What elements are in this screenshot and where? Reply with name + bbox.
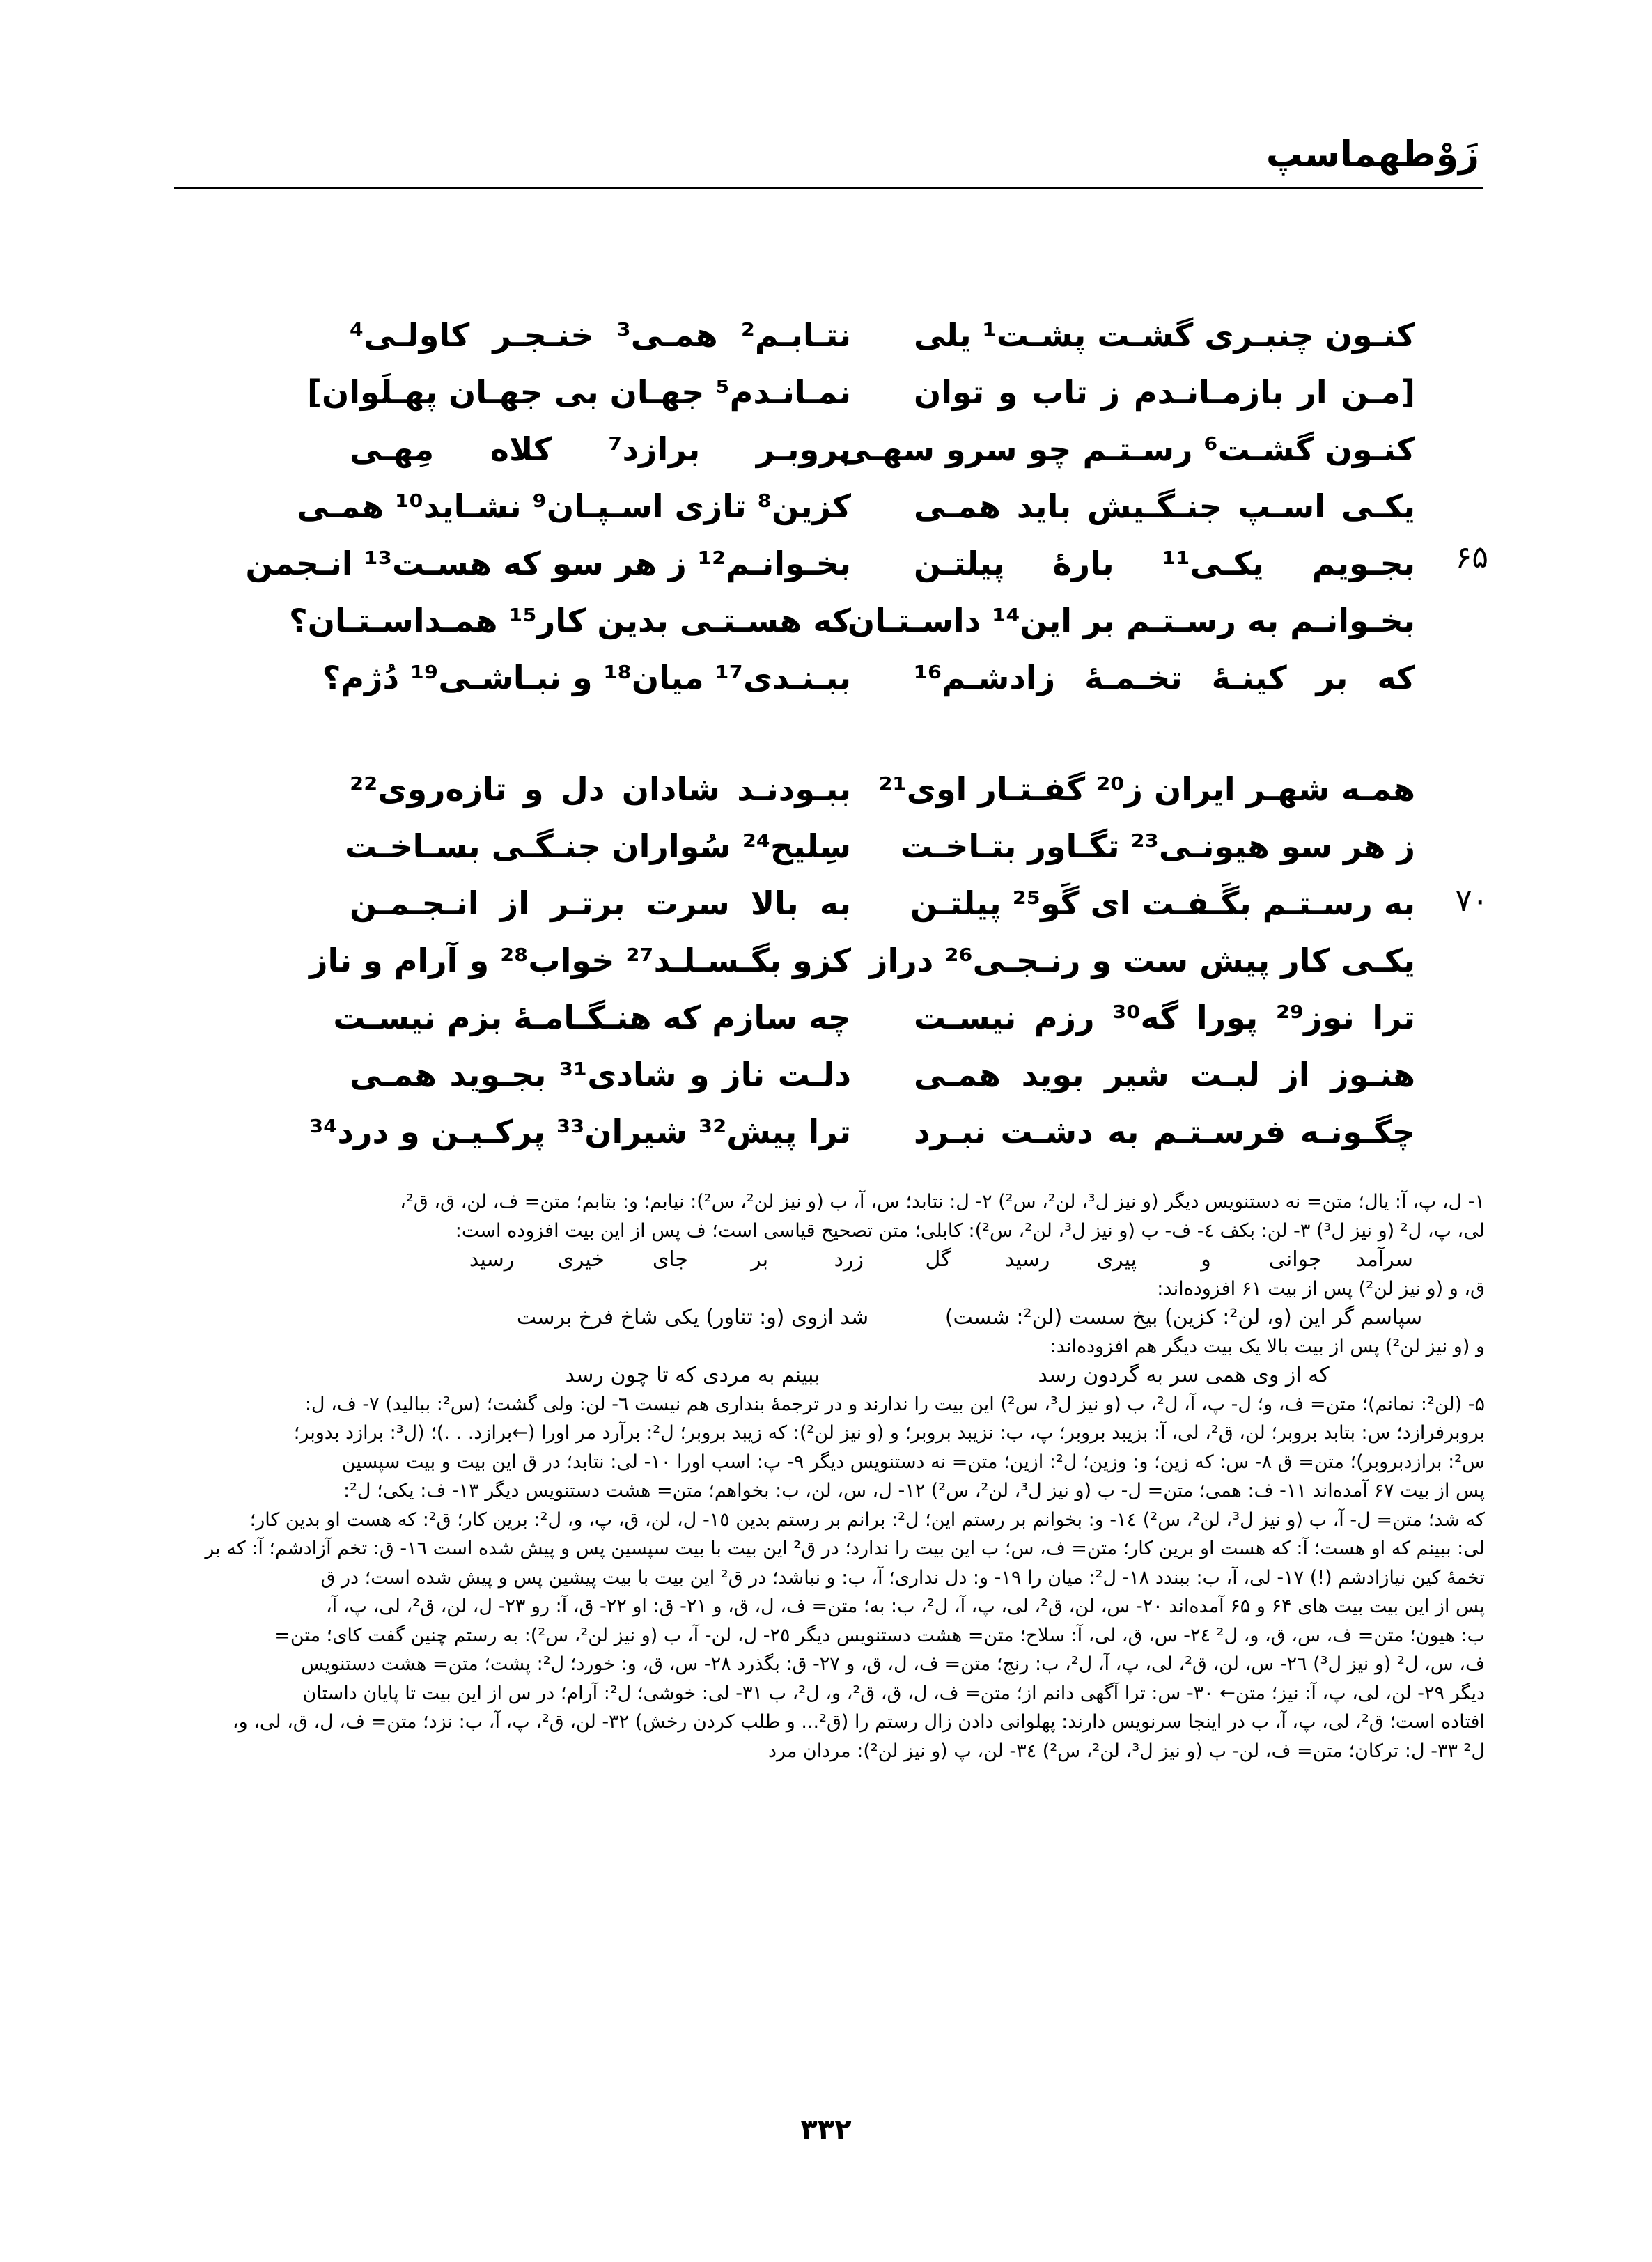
left-hemistich-column (245, 306, 852, 1160)
added-verse-word: رسید (469, 1247, 515, 1272)
hemistich: کزین⁸ تازی اسـپـان⁹ نشـاید¹⁰ همـی (297, 488, 851, 525)
footnote-line: ق، و (و نیز لن²) پس از بیت ۶۱ افزوده‌اند: (1157, 1277, 1485, 1300)
added-verse-word: سرآمد (1355, 1247, 1413, 1272)
hemistich: همـه شهـر ایران ز²⁰ گفـتـار اوی²¹ (878, 770, 1415, 808)
critical-apparatus-footnotes (169, 1187, 1485, 1765)
added-verse-word: پیری (1096, 1247, 1137, 1272)
hemistich: [مـن ار بازمـانـدم ز تاب و توان (914, 373, 1415, 411)
footnote-line: ۱- ل، پ، آ: یال؛ متن= نه دستنویس دیگر (و نیز ل³، لن²، س²) ۲- ل: نتابد؛ س، آ، ب (و نیز لن²، س²): نیابم؛ و: بتابم؛ متن= ف، لن، ق، ق²، (400, 1191, 1485, 1212)
poem-verses (0, 306, 1652, 1150)
footnote-line: تخمهٔ کین نیازادشم (!) ۱۷- لی، آ، ب: ببندد ۱۸- ل²: میان را ۱۹- و: دل نداری؛ آ، ب: و نباشد؛ در ق² این بیت با بیت پیشین پس و پیش شده است؛ در ق (320, 1566, 1485, 1589)
added-verse-2 (169, 1303, 1485, 1332)
footnote-line: پس از این بیت بیت های ۶۴ و ۶۵ آمده‌اند ۲۰- س، لن، ق²، لی، پ، آ، ل²، ب: به؛ متن= ف، ل، ق، و ۲۱- ق: او ۲۲- ق، آ: رو ۲۳- ل، لن، ق²، لی، پ، آ، (325, 1596, 1485, 1617)
footnote-line: ل² ۳۳- ل: ترکان؛ متن= ف، لن- ب (و نیز ل³، لن²، س²) ٣٤- لن، پ (و نیز لن²): مردان مرد (767, 1740, 1485, 1762)
verse-number-65: ۶۵ (1455, 540, 1488, 575)
footnote-line: س²: برازدبروبر)؛ متن= ق ۸- س: که زین؛ و: وزین؛ ل²: ازین؛ متن= نه دستنویس دیگر ۹- پ: اسب اورا ۱۰- لی: نتابد؛ در ق این بیت و بیت سپسین (341, 1451, 1485, 1473)
hemistich: یکـی اسـپ جنـگـیش باید همـی (914, 488, 1415, 525)
footnote-line: دیگر ۲۹- لن، لی، پ، آ: نیز؛ متن← ۳۰- س: ترا آگهی دانم از؛ متن= ف، ل، ق، ق²، و، ل²، ب ۳۱- لی: خوشی؛ ل²: آرام؛ در س از این بیت تا پایان داستان (302, 1682, 1485, 1704)
hemistich: به بالا سرت برتـر از انـجـمـن (350, 884, 851, 922)
footnote-line: که شد؛ متن= ل- آ، ب (و نیز ل³، لن²، س²) ١٤- و: بخوانم بر رستم این؛ ل²: برانم بر رستم بدین ١٥- ل، لن، ق، پ، و، ل²: برین کار؛ ق²: که هست او بدین کار؛ (249, 1508, 1485, 1531)
added-verse-word: جای (652, 1247, 688, 1272)
header-rule-divider (174, 187, 1483, 189)
right-hemistich-column (839, 306, 1416, 1160)
added-verse-word: گل (925, 1247, 951, 1272)
hemistich: نتـابـم² همـی³ خنـجـر کاولـی⁴ (350, 316, 851, 354)
hemistich: کنـون گشـت⁶ رسـتـم چو سرو سهـی (839, 430, 1415, 468)
footnote-line: ب: هیون؛ متن= ف، س، ق، و، ل² ٢٤- س، ق، لی، آ: سلاح؛ متن= هشت دستنویس دیگر ٢٥- ل، لن- آ، ب (و نیز لن²، س²): به رستم چنین گفت کای؛ متن= (274, 1624, 1485, 1646)
added-verse-word: زرد (834, 1247, 864, 1272)
added-verse-hemistich: که از وی همی سر به گردون رسد (1038, 1363, 1330, 1387)
hemistich: چگـونـه فرسـتـم به دشـت نبـرد (914, 1113, 1415, 1150)
added-verse-hemistich: شد ازوی (و: تناور) یکی شاخ فرخ برست (516, 1305, 869, 1329)
hemistich: بروبـر برازد⁷ کلاه مِهـی (350, 430, 851, 468)
hemistich: ترا نوز²⁹ پورا گه³⁰ رزم نیسـت (914, 999, 1416, 1036)
added-verse-hemistich: سپاسم گر این (و، لن²: کزین) بیخ سست (لن²: شست) (944, 1305, 1423, 1329)
added-verse-3 (169, 1361, 1485, 1390)
footnote-line: لی، پ، ل² (و نیز ل³) ۳- لن: بکف ٤- ف- ب (و نیز ل³، لن²، س²): کابلی؛ متن تصحیح قیاسی است؛ ف پس از این بیت افزوده است: (455, 1219, 1485, 1242)
hemistich: کزو بگـسـلـد²⁷ خواب²⁸ و آرام و ناز (309, 942, 851, 979)
hemistich: ترا پیش³² شیران³³ پرکـیـن و درد³⁴ (309, 1113, 851, 1150)
hemistich: ببـودنـد شادان دل و تازه‌روی²² (350, 770, 851, 808)
verse-number-70: ۷۰ (1455, 883, 1488, 919)
added-verse-hemistich: ببینم به مردی که تا چون رسد (565, 1363, 820, 1387)
hemistich: چه سازم که هنـگـامـهٔ بزم نیسـت (333, 999, 851, 1036)
added-verse-word: رسید (1004, 1247, 1050, 1272)
running-head-title: زَوْطهماسپ (1265, 134, 1479, 176)
page-number: ۳۳۲ (800, 2114, 852, 2146)
footnote-line: افتاده است؛ ق²، لی، پ، آ، ب در اینجا سرنویس دارند: پهلوانی دادن زال رستم را (ق²... و طلب کردن رخش) ۳۲- لن، ق²، پ، آ، ب: نزد؛ متن= ف، ل، ق، لی، و، (232, 1711, 1485, 1733)
hemistich: سِلیح²⁴ سُواران جنـگـی بسـاخـت (345, 827, 851, 865)
hemistich: که بر کینـهٔ تخـمـهٔ زادشـم¹⁶ (914, 659, 1415, 696)
hemistich: هنـوز از لبـت شیر بوید همـی (914, 1056, 1415, 1093)
hemistich: بخـوانـم به رسـتـم بر این¹⁴ داسـتـان (847, 602, 1415, 639)
hemistich: دلـت ناز و شادی³¹ بجـوید همـی (350, 1056, 852, 1093)
footnote-line: ۵- (لن²: نمانم)؛ متن= ف، و؛ ل- پ، آ، ل²، ب (و نیز ل³، س²) این بیت را ندارند و در ترجمهٔ بنداری هم نیست ٦- لن: ولی گشت؛ (س²: ببالید) ۷- ف، ل: (304, 1393, 1485, 1415)
hemistich: ببـنـدی¹⁷ میان¹⁸ و نبـاشـی¹⁹ دُژم؟ (322, 659, 851, 696)
hemistich: به رسـتـم بگَـفـت ای گَو²⁵ پیلتـن (910, 884, 1415, 922)
hemistich: بخـوانـم¹² ز هر سو که هسـت¹³ انـجمن (245, 545, 851, 582)
hemistich: بجـویم یکـی¹¹ بارهٔ پیلتـن (914, 545, 1415, 582)
hemistich: ز هر سو هیونـی²³ تگـاور بتـاخـت (900, 827, 1415, 865)
added-verse-word: جوانی (1268, 1247, 1322, 1272)
stanza-gap (914, 706, 1415, 760)
hemistich: نمـانـدم⁵ جهـان بی جهـان پهـلَوان] (306, 373, 851, 411)
hemistich: کنـون چنبـری گشـت پشـت¹ یلی (914, 316, 1416, 354)
added-verse-1 (169, 1245, 1485, 1274)
footnote-line: لی: ببینم که او هست؛ آ: که هست او برین کار؛ متن= ف، س؛ ب این بیت را ندارد؛ در ق² این بیت با بیت سپسین پس و پیش شده است ١٦- ق: تخم آزادشم؛ آ: که بر (205, 1538, 1485, 1559)
stanza-gap (350, 706, 851, 760)
footnote-line: بروبرفرازد؛ س: بتابد بروبر؛ لن، ق²، لی، آ: بزیبد بروبر؛ پ، ب: نزیبد بروبر؛ و (و نیز لن²): که زیبد بروبر؛ ل²: برآرد مر اورا (←برازد. . .)؛ (ل³: برازد بدوبر؛ (293, 1422, 1485, 1444)
added-verse-word: و (1201, 1247, 1211, 1272)
added-verse-word: بر (751, 1247, 769, 1272)
footnote-line: پس از بیت ۶۷ آمده‌اند ۱۱- ف: همی؛ متن= ل- ب (و نیز ل³، لن²، س²) ۱۲- ل، س، لن، ب: بخواهم؛ متن= هشت دستنویس دیگر ۱۳- ف: یکی؛ ل²: (343, 1480, 1485, 1502)
footnote-line: ف، س، ل² (و نیز ل³) ٢٦- س، لن، ق²، لی، پ، آ، ل²، ب: رنج؛ متن= ف، ل، ق، و ۲۷- ق: بگذرد ۲۸- س، ق، و: خورد؛ ل²: پشت؛ متن= هشت دستنویس (301, 1653, 1485, 1675)
added-verse-word: خیری (557, 1247, 605, 1272)
footnote-line: و (و نیز لن²) پس از بیت بالا یک بیت دیگر هم افزوده‌اند: (1050, 1335, 1485, 1357)
hemistich: یکـی کار پیش ست و رنـجـی²⁶ دراز (868, 942, 1415, 979)
hemistich: که هسـتـی بدین کار¹⁵ همـداسـتـان؟ (289, 602, 851, 639)
